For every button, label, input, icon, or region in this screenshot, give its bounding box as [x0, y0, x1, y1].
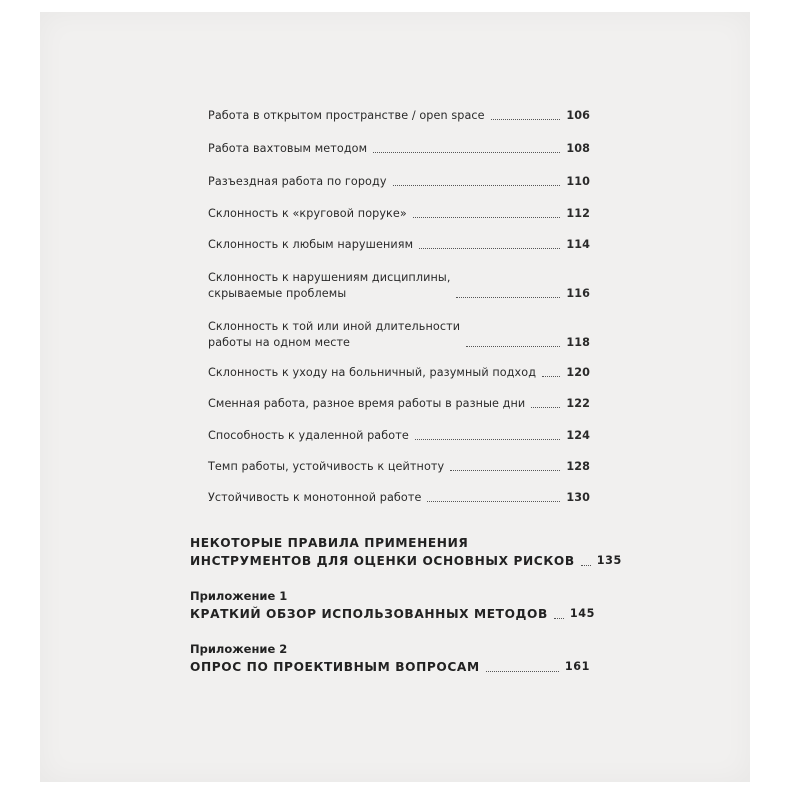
toc-page-number: 124: [566, 429, 590, 442]
toc-page-number: 135: [596, 554, 622, 567]
toc-appendix-title-block: [190, 640, 480, 676]
toc-page-number: 120: [566, 366, 590, 379]
toc-entry-title: Устойчивость к монотонной работе: [208, 491, 422, 504]
dot-leader: [542, 376, 560, 377]
toc-entry: [208, 270, 590, 302]
toc-entry-title: Сменная работа, разное время работы в разные дни: [208, 397, 526, 410]
dot-leader: [554, 618, 564, 619]
toc-page-number: 116: [566, 287, 590, 300]
toc-page-number: 114: [566, 238, 590, 251]
toc-appendix-title: ОПРОС ПО ПРОЕКТИВНЫМ ВОПРОСАМ: [190, 660, 480, 674]
dot-leader: [466, 346, 560, 347]
toc-entry: [208, 237, 590, 253]
toc-chapter-title-continued: ИНСТРУМЕНТОВ ДЛЯ ОЦЕНКИ ОСНОВНЫХ РИСКОВ: [190, 554, 575, 568]
toc-page-number: 108: [566, 142, 590, 155]
toc-page-number: 145: [569, 607, 596, 620]
toc-chapter-title-block: [190, 534, 575, 570]
book-page: [40, 12, 750, 782]
toc-chapter-entry: [190, 534, 622, 570]
toc-entry-title: Склонность к нарушениям дисциплины,: [208, 271, 451, 284]
toc-appendix-title-block: [190, 587, 548, 623]
appendix-label: Приложение 1: [190, 589, 288, 603]
toc-page-number: 112: [566, 207, 590, 220]
toc-entry: [208, 396, 590, 412]
toc-appendix-entry: [190, 587, 596, 623]
toc-entry-title: Работа в открытом пространстве / open space: [208, 109, 485, 122]
toc-entry-title: Разъездная работа по городу: [208, 175, 387, 188]
toc-page-number: 106: [566, 109, 590, 122]
dot-leader: [427, 501, 560, 502]
toc-entry-title: Склонность к той или иной длительности: [208, 320, 461, 333]
table-of-contents: [40, 12, 750, 782]
toc-entry: [208, 206, 590, 222]
toc-appendix-entry: [190, 640, 590, 676]
toc-entry: [208, 490, 590, 506]
toc-entry-title-block: [208, 270, 450, 302]
appendix-label: Приложение 2: [190, 642, 288, 656]
toc-entry: [208, 365, 590, 381]
toc-entry: [208, 108, 590, 124]
toc-entry-title-block: [208, 319, 460, 351]
toc-page-number: 161: [564, 660, 590, 673]
toc-entry: [208, 459, 590, 475]
dot-leader: [531, 407, 560, 408]
dot-leader: [486, 671, 559, 672]
toc-page-number: 118: [566, 336, 590, 349]
toc-page-number: 122: [566, 397, 590, 410]
dot-leader: [450, 470, 560, 471]
dot-leader: [456, 297, 560, 298]
toc-page-number: 128: [566, 460, 590, 473]
toc-entry-title: Склонность к «круговой поруке»: [208, 207, 407, 220]
toc-entry: [208, 174, 590, 190]
toc-chapter-title: НЕКОТОРЫЕ ПРАВИЛА ПРИМЕНЕНИЯ: [190, 536, 469, 550]
dot-leader: [415, 439, 561, 440]
toc-entry: [208, 428, 590, 444]
dot-leader: [419, 248, 560, 249]
toc-entry-title: Способность к удаленной работе: [208, 429, 409, 442]
toc-entry-title: Работа вахтовым методом: [208, 142, 368, 155]
toc-entry: [208, 319, 590, 351]
toc-entry-title-continued: скрываемые проблемы: [208, 287, 347, 300]
toc-entry-title: Темп работы, устойчивость к цейтноту: [208, 460, 445, 473]
toc-entry-title-continued: работы на одном месте: [208, 336, 351, 349]
toc-appendix-title: КРАТКИЙ ОБЗОР ИСПОЛЬЗОВАННЫХ МЕТОДОВ: [190, 607, 548, 621]
dot-leader: [413, 217, 560, 218]
dot-leader: [393, 185, 561, 186]
toc-page-number: 110: [566, 175, 590, 188]
toc-entry-title: Склонность к любым нарушениям: [208, 238, 414, 251]
toc-entry-title: Склонность к уходу на больничный, разумный подход: [208, 366, 537, 379]
toc-entry: [208, 141, 590, 157]
dot-leader: [491, 119, 561, 120]
toc-page-number: 130: [566, 491, 590, 504]
dot-leader: [581, 565, 591, 566]
dot-leader: [373, 152, 560, 153]
